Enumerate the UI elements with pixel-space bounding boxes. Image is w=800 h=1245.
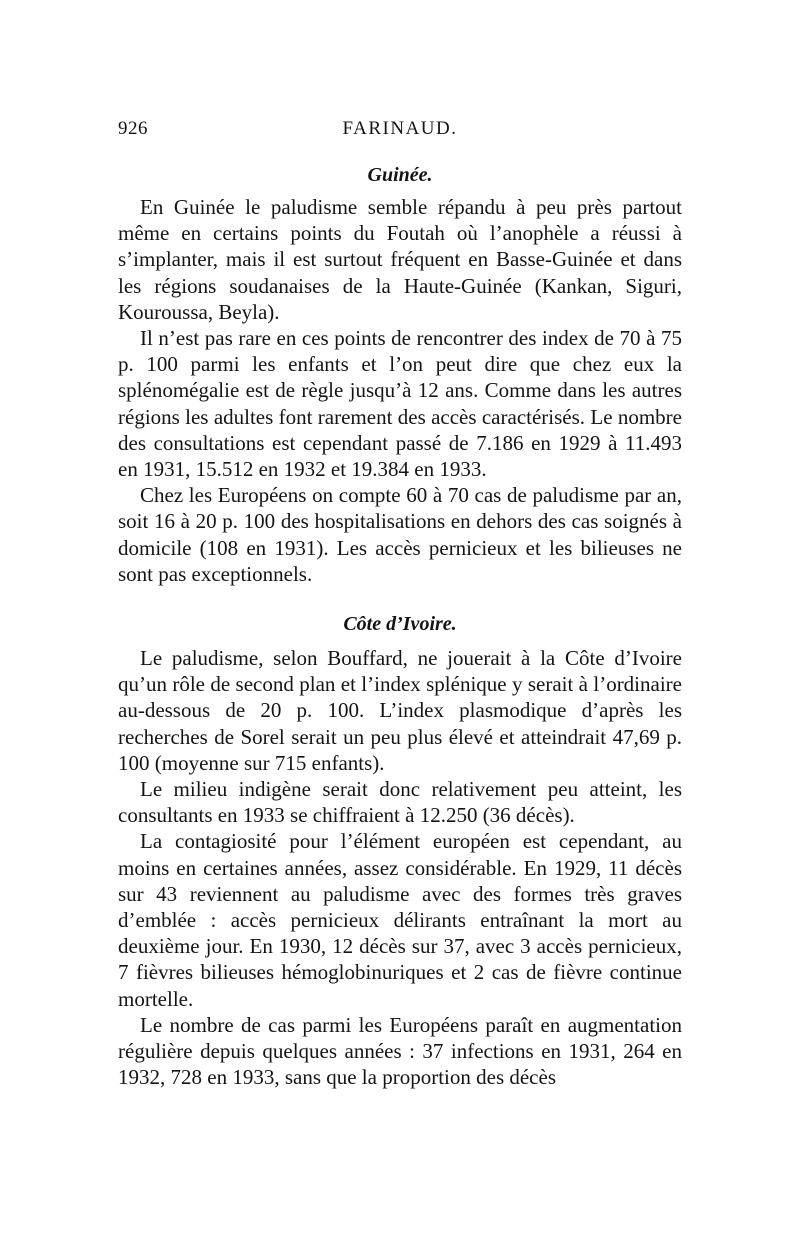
section-title: Côte d’Ivoire. [343,613,457,636]
paragraph: Chez les Européens on compte 60 à 70 cas de paludisme par an, soit 16 à 20 p. 100 des hospitalisations en dehors des cas soignés à domicile (108 en 1931). Les accès pernicieux et les bilieuses ne sont pas exceptionnels. [118,483,682,586]
paragraph: Le milieu indigène serait donc relativement peu atteint, les consultants en 1933 se chiffraient à 12.250 (36 décès). [118,777,682,828]
running-title: FARINAUD. [342,118,458,139]
paragraph: Le nombre de cas parmi les Européens paraît en augmentation régulière depuis quelques années : 37 infections en 1931, 264 en 1932, 728 en 1933, sans que la proportion des décès [118,1012,682,1090]
paragraph: Il n’est pas rare en ces points de rencontrer des index de 70 à 75 p. 100 parmi les enfants et l’on peut dire que chez eux la splénomégalie est de règle jusqu’à 12 ans. Comme dans les autres régions les adultes font rarement des accès caractérisés. Le nombre des consultations est cependant passé de 7.186 en 1929 à 11.493 en 1931, 15.512 en 1932 et 19.384 en 1933. [118,326,682,482]
paragraph: En Guinée le paludisme semble répandu à peu près partout même en certains points du Foutah où l’anophèle a réussi à s’implanter, mais il est surtout fréquent en Basse-Guinée et dans les régions soudanaises de la Haute-Guinée (Kankan, Siguri, Kouroussa, Beyla). [118,195,682,324]
section-title: Guinée. [367,164,433,186]
paragraph: La contagiosité pour l’élément européen est cependant, au moins en certaines années, assez considérable. En 1929, 11 décès sur 43 reviennent au paludisme avec des formes très graves d’emblée : accès pernicieux délirants entraînant la mort au deuxième jour. En 1930, 12 décès sur 37, avec 3 accès pernicieux, 7 fièvres bilieuses hémoglobinuriques et 2 cas de fièvre continue mortelle. [118,829,682,1011]
running-header [118,112,682,142]
book-page [118,112,682,1091]
page-number: 926 [118,118,148,139]
section-cote-divoire [118,611,682,1090]
paragraph: Le paludisme, selon Bouffard, ne jouerait à la Côte d’Ivoire qu’un rôle de second plan et l’index splénique y serait à l’ordinaire au-dessous de 20 p. 100. L’index plasmodique d’après les recherches de Sorel serait un peu plus élevé et atteindrait 47,69 p. 100 (moyenne sur 715 enfants). [118,646,682,775]
section-guinee [118,162,682,587]
